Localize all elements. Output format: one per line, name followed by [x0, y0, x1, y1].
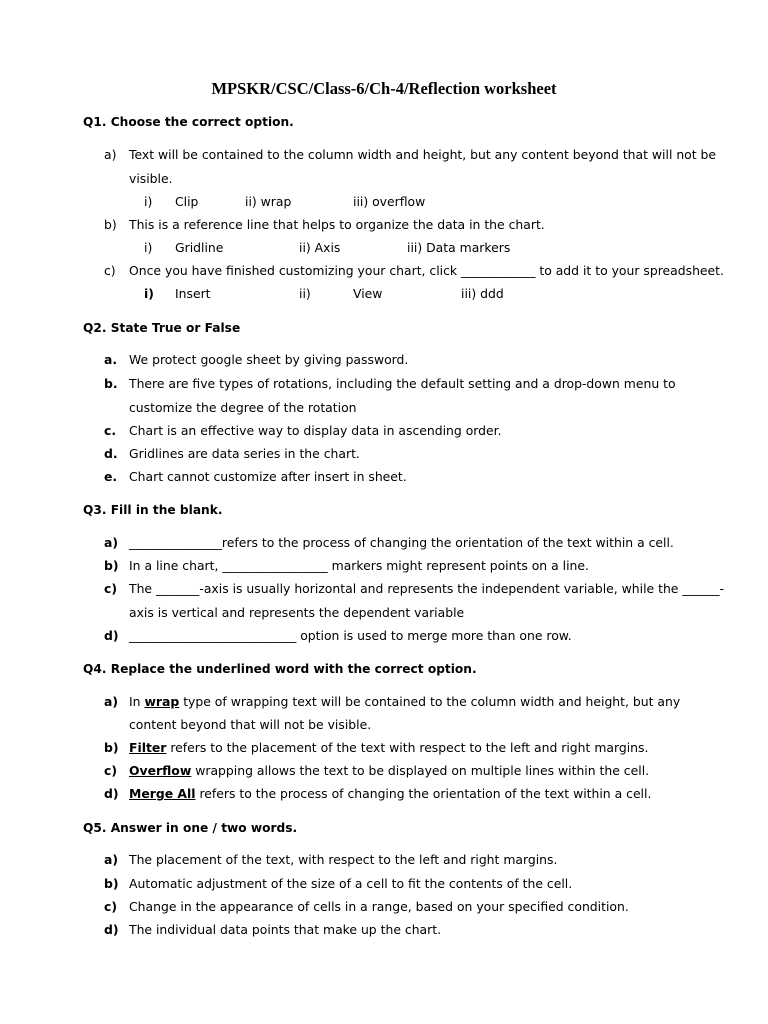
q1-c-opt1-marker: i)	[144, 286, 154, 301]
q4-c-post: wrapping allows the text to be displayed on multiple lines within the cell.	[191, 763, 650, 778]
q2-a-text: We protect google sheet by giving password.	[129, 352, 409, 367]
q2-d-marker: d.	[104, 446, 118, 461]
q1-a-text: Text will be contained to the column width and height, but any content beyond that will not be	[129, 147, 717, 162]
q4-c-underlined: Overflow	[129, 763, 192, 778]
q3-d-marker: d)	[104, 628, 119, 643]
q1-b-opt1: Gridline	[175, 240, 224, 255]
q1-b-marker: b)	[104, 217, 117, 232]
q1-a-opt1-marker: i)	[144, 194, 153, 209]
q2-c-text: Chart is an effective way to display data in ascending order.	[129, 423, 502, 438]
q1-a-marker: a)	[104, 147, 117, 162]
q1-b-opt2: ii) Axis	[299, 240, 341, 255]
q5-a-marker: a)	[104, 852, 119, 867]
worksheet-title: MPSKR/CSC/Class-6/Ch-4/Reflection worksheet	[211, 79, 557, 98]
q2-b-marker: b.	[104, 376, 118, 391]
q3-a-text: _______________refers to the process of changing the orientation of the text within a cell.	[129, 535, 674, 550]
q1-c-opt2: View	[353, 286, 383, 301]
q1-a-opt3: iii) overflow	[353, 194, 426, 209]
q5-d-text: The individual data points that make up the chart.	[129, 922, 442, 937]
q2-d-text: Gridlines are data series in the chart.	[129, 446, 360, 461]
q4-b-text	[129, 740, 648, 756]
q1-a-opt1: Clip	[175, 194, 199, 209]
q3-heading: Q3. Fill in the blank.	[83, 503, 223, 517]
q1-c-opt3: iii) ddd	[461, 286, 504, 301]
q4-a-marker: a)	[104, 694, 119, 709]
q4-a-pre: In	[129, 694, 145, 709]
q3-c-text: The _______-axis is usually horizontal and represents the independent variable, while the ______-	[129, 581, 725, 596]
q1-heading: Q1. Choose the correct option.	[83, 115, 294, 129]
q5-d-marker: d)	[104, 922, 119, 937]
q2-e-text: Chart cannot customize after insert in sheet.	[129, 469, 407, 484]
q5-a-text: The placement of the text, with respect to the left and right margins.	[129, 852, 558, 867]
q5-b-text: Automatic adjustment of the size of a cell to fit the contents of the cell.	[129, 876, 573, 891]
q5-heading: Q5. Answer in one / two words.	[83, 821, 298, 835]
q4-heading: Q4. Replace the underlined word with the correct option.	[83, 662, 477, 676]
q4-a-underlined: wrap	[144, 694, 180, 709]
q1-c-marker: c)	[104, 263, 116, 278]
q4-a-text	[129, 694, 680, 710]
q4-b-post: refers to the placement of the text with respect to the left and right margins.	[166, 740, 649, 755]
q3-c-marker: c)	[104, 581, 118, 596]
q4-a-post: type of wrapping text will be contained to the column width and height, but any	[179, 694, 681, 709]
q1-c-opt2-marker: ii)	[299, 286, 311, 301]
q5-c-marker: c)	[104, 899, 118, 914]
q1-c-text: Once you have finished customizing your chart, click ____________ to add it to your spreadsheet.	[129, 263, 724, 278]
q1-b-text: This is a reference line that helps to organize the data in the chart.	[129, 217, 545, 232]
q4-b-marker: b)	[104, 740, 119, 755]
q5-b-marker: b)	[104, 876, 119, 891]
q5-c-text: Change in the appearance of cells in a range, based on your specified condition.	[129, 899, 629, 914]
q1-c-opt1: Insert	[175, 286, 211, 301]
q4-c-marker: c)	[104, 763, 118, 778]
q3-a-marker: a)	[104, 535, 119, 550]
q2-e-marker: e.	[104, 469, 118, 484]
q2-b-text-cont: customize the degree of the rotation	[129, 400, 357, 415]
q4-d-marker: d)	[104, 786, 119, 801]
q1-b-opt3: iii) Data markers	[407, 240, 511, 255]
q4-b-underlined: Filter	[129, 740, 167, 755]
q3-b-marker: b)	[104, 558, 119, 573]
q1-a-text-cont: visible.	[129, 171, 173, 186]
q4-a-text-cont: content beyond that will not be visible.	[129, 717, 372, 732]
q4-c-text	[129, 763, 649, 779]
q2-b-text: There are five types of rotations, including the default setting and a drop-down menu to	[129, 376, 676, 391]
q4-d-text	[129, 786, 651, 802]
q4-d-underlined: Merge All	[129, 786, 196, 801]
q2-a-marker: a.	[104, 352, 118, 367]
q3-b-text: In a line chart, _________________ markers might represent points on a line.	[129, 558, 589, 573]
q3-d-text: ___________________________ option is used to merge more than one row.	[129, 628, 572, 643]
q1-b-opt1-marker: i)	[144, 240, 153, 255]
q2-c-marker: c.	[104, 423, 117, 438]
q3-c-text-cont: axis is vertical and represents the dependent variable	[129, 605, 465, 620]
q2-heading: Q2. State True or False	[83, 321, 241, 335]
q1-a-opt2: ii) wrap	[245, 194, 292, 209]
q4-d-post: refers to the process of changing the orientation of the text within a cell.	[195, 786, 652, 801]
